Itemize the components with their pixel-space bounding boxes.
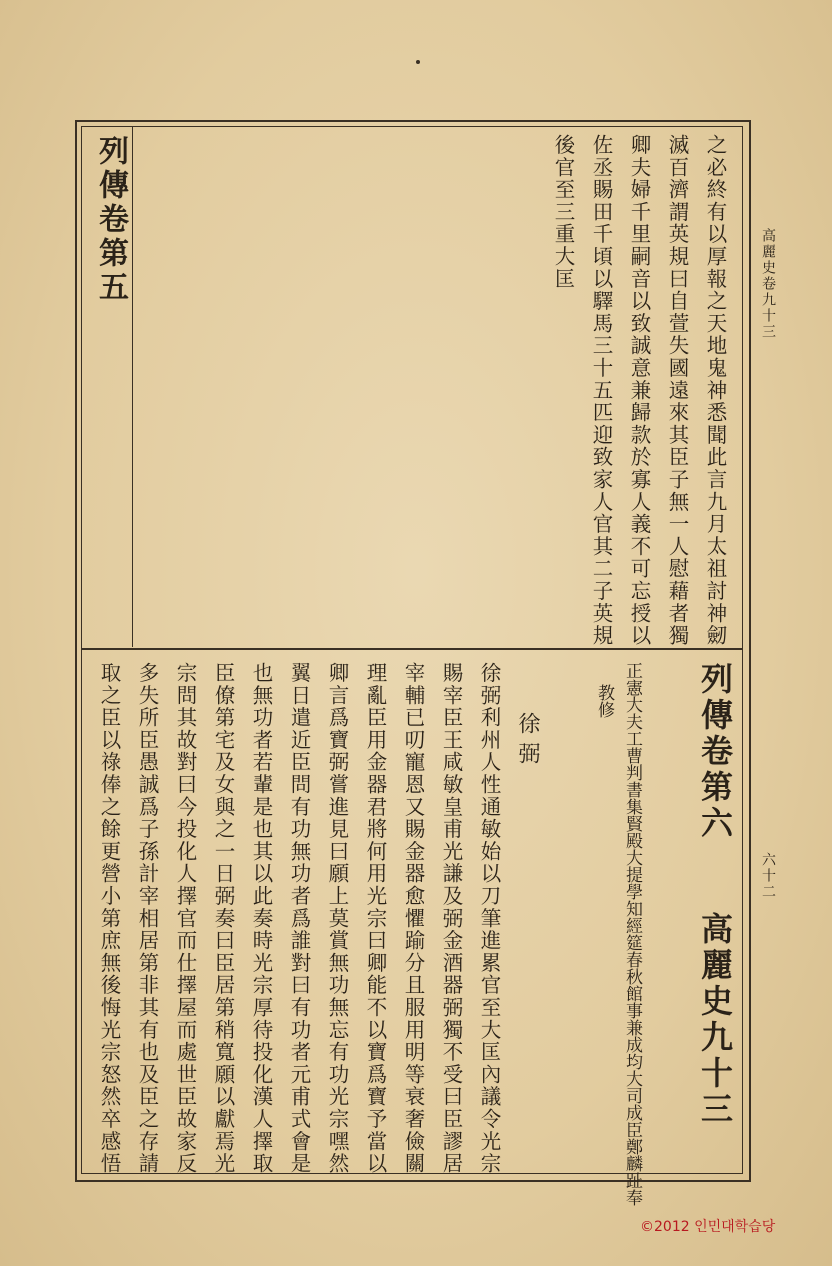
lower-text-column: 宰輔已叨寵恩又賜金器愈懼踰分且服用明等衰奢儉關 xyxy=(401,662,425,1175)
lower-text-column: 翼日遣近臣問有功無功者爲誰對曰有功者元甫式會是 xyxy=(287,662,311,1175)
running-head: 高麗史卷九十三 xyxy=(760,228,776,340)
ink-speck xyxy=(416,60,420,64)
upper-text-column: 佐丞賜田千頃以驛馬三十五匹迎致家人官其二子英規 xyxy=(589,134,613,647)
chapter-title: 列傳卷第六 xyxy=(696,662,734,842)
lower-text-column: 理亂臣用金器君將何用光宗曰卿能不以寶爲寶予當以 xyxy=(363,662,387,1175)
lower-text-column: 宗問其故對曰今投化人擇官而仕擇屋而處世臣故家反 xyxy=(173,662,197,1175)
lower-text-column: 臣僚第宅及女與之一日弼奏曰臣居第稍寬願以獻焉光 xyxy=(211,662,235,1175)
section-end-title: 列傳卷第五 xyxy=(93,135,128,305)
upper-text-column: 卿夫婦千里嗣音以致誠意兼歸款於寡人義不可忘授以 xyxy=(627,134,651,647)
compiler-credit-line: 正憲大夫工曹判書集賢殿大提學知經筵春秋館事兼成均大司成臣鄭麟趾奉 xyxy=(622,662,642,1206)
lower-text-column: 也無功者若輩是也其以此奏時光宗厚待投化漢人擇取 xyxy=(249,662,273,1175)
page-number: 六十二 xyxy=(760,852,776,900)
upper-text-column: 滅百濟謂英規曰自萱失國遠來其臣子無一人慰藉者獨 xyxy=(665,134,689,647)
biography-subject-name: 徐弼 xyxy=(515,712,540,772)
lower-text-column: 取之臣以祿俸之餘更營小第庶無後悔光宗怒然卒感悟 xyxy=(97,662,121,1175)
book-title: 高麗史九十三 xyxy=(696,912,734,1128)
compiler-credit-line: 教修 xyxy=(594,684,614,718)
lower-text-column: 多失所臣愚誠爲子孫計宰相居第非其有也及臣之存請 xyxy=(135,662,159,1175)
lower-text-column: 徐弼利州人性通敏始以刀筆進累官至大匡內議令光宗 xyxy=(477,662,501,1175)
upper-text-column: 後官至三重大匡 xyxy=(551,134,575,291)
title-column-rule xyxy=(132,127,133,647)
lower-text-column: 賜宰臣王咸敏皇甫光謙及弼金酒器弼獨不受曰臣謬居 xyxy=(439,662,463,1175)
copyright-watermark: ©2012 인민대학습당 xyxy=(640,1219,776,1235)
upper-text-column: 之必終有以厚報之天地鬼神悉聞此言九月太祖討神劒 xyxy=(703,134,727,647)
section-divider xyxy=(81,648,743,650)
lower-text-column: 卿言爲寶弼嘗進見曰願上莫賞無功無忘有功光宗嘿然 xyxy=(325,662,349,1175)
